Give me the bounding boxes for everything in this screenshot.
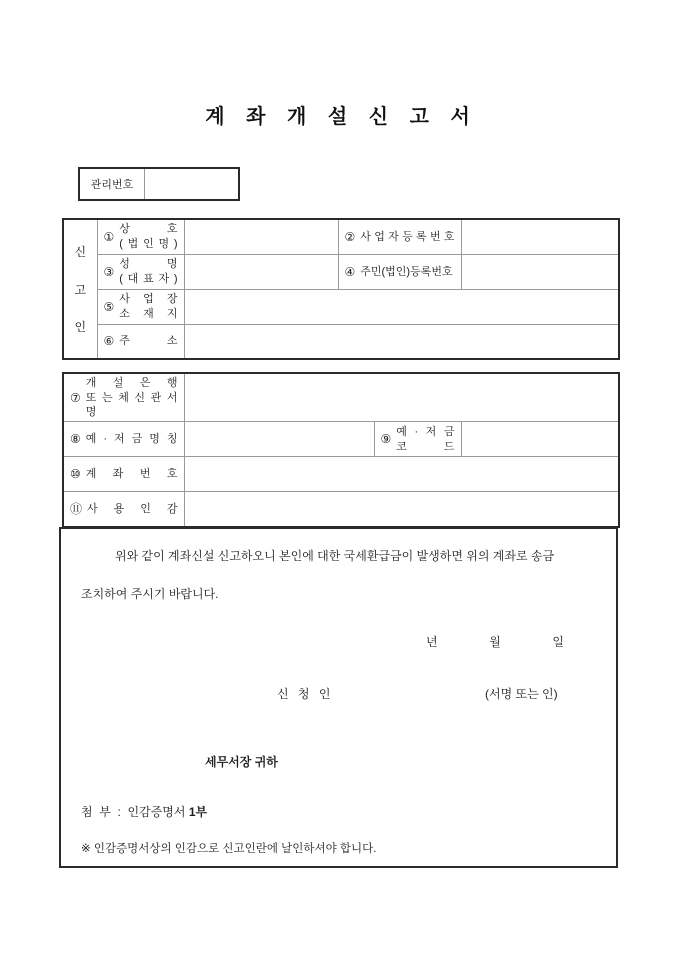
field-address-value[interactable] <box>184 324 619 359</box>
declarant-table <box>62 218 620 360</box>
management-number-label: 관리번호 <box>80 169 145 199</box>
circled-4-icon: ④ <box>344 264 356 279</box>
circled-6-icon: ⑥ <box>103 334 115 349</box>
circled-7-icon: ⑦ <box>70 390 81 405</box>
field-business-address-label: ⑤ 사 업 장 소 재 지 <box>97 289 184 324</box>
field-deposit-code-value[interactable] <box>461 422 619 457</box>
declaration-box <box>59 527 618 868</box>
declaration-text-line2: 조치하여 주시기 바랍니다. <box>81 587 219 601</box>
field-deposit-name-value[interactable] <box>184 422 374 457</box>
field-business-address-value[interactable] <box>184 289 619 324</box>
field-address-label: ⑥ 주 소 <box>97 324 184 359</box>
declarant-side-label: 신 고 인 <box>63 219 97 359</box>
field-trade-name-value[interactable] <box>184 219 338 254</box>
field-bank-name-value[interactable] <box>184 373 619 422</box>
circled-1-icon: ① <box>103 229 115 244</box>
attachment-note: 첨 부 : 인감증명서 1부 <box>81 805 208 819</box>
field-deposit-name-label: ⑧ 예 · 저 금 명 칭 <box>63 422 184 457</box>
date-year-label: 년 <box>426 635 438 649</box>
circled-10-icon: ⑩ <box>70 467 81 481</box>
field-resident-reg-no-value[interactable] <box>461 254 619 289</box>
form-title: 계 좌 개 설 신 고 서 <box>205 106 475 128</box>
management-number-box <box>78 167 240 201</box>
account-table <box>62 372 620 528</box>
seal-instruction-note: ※ 인감증명서상의 인감으로 신고인란에 날인하셔야 합니다. <box>81 843 377 855</box>
field-trade-name-label: ① 상 호 ( 법 인 명 ) <box>97 219 184 254</box>
field-account-number-value[interactable] <box>184 457 619 492</box>
field-business-reg-no-value[interactable] <box>461 219 619 254</box>
field-representative-name-label: ③ 성 명 ( 대 표 자 ) <box>97 254 184 289</box>
field-seal-value[interactable] <box>184 492 619 527</box>
recipient-label: 세무서장 귀하 <box>205 755 278 769</box>
management-number-value-cell[interactable] <box>145 169 238 199</box>
date-day-label: 일 <box>552 635 564 649</box>
field-business-reg-no-label: ② 사 업 자 등 록 번 호 <box>338 219 461 254</box>
circled-11-icon: ⑪ <box>70 501 83 516</box>
declaration-text-line1: 위와 같이 계좌신설 신고하오니 본인에 대한 국세환급금이 발생하면 위의 계좌로 송금 <box>115 549 555 563</box>
field-seal-label: ⑪ 사 용 인 감 <box>63 492 184 527</box>
date-month-label: 월 <box>489 635 501 649</box>
field-resident-reg-no-label: ④ 주민(법인)등록번호 <box>338 254 461 289</box>
applicant-label: 신 청 인 <box>277 687 331 701</box>
field-bank-name-label: ⑦ 개 설 은 행 또 는 체 신 관 서 명 <box>63 373 184 422</box>
circled-9-icon: ⑨ <box>380 432 392 446</box>
field-account-number-label: ⑩ 계 좌 번 호 <box>63 457 184 492</box>
signature-hint: (서명 또는 인) <box>485 687 558 701</box>
field-deposit-code-label: ⑨ 예 · 저 금 코 드 <box>374 422 461 457</box>
circled-8-icon: ⑧ <box>70 432 81 446</box>
date-line <box>426 633 564 650</box>
circled-2-icon: ② <box>344 229 356 244</box>
field-representative-name-value[interactable] <box>184 254 338 289</box>
circled-3-icon: ③ <box>103 264 115 279</box>
circled-5-icon: ⑤ <box>103 299 115 314</box>
